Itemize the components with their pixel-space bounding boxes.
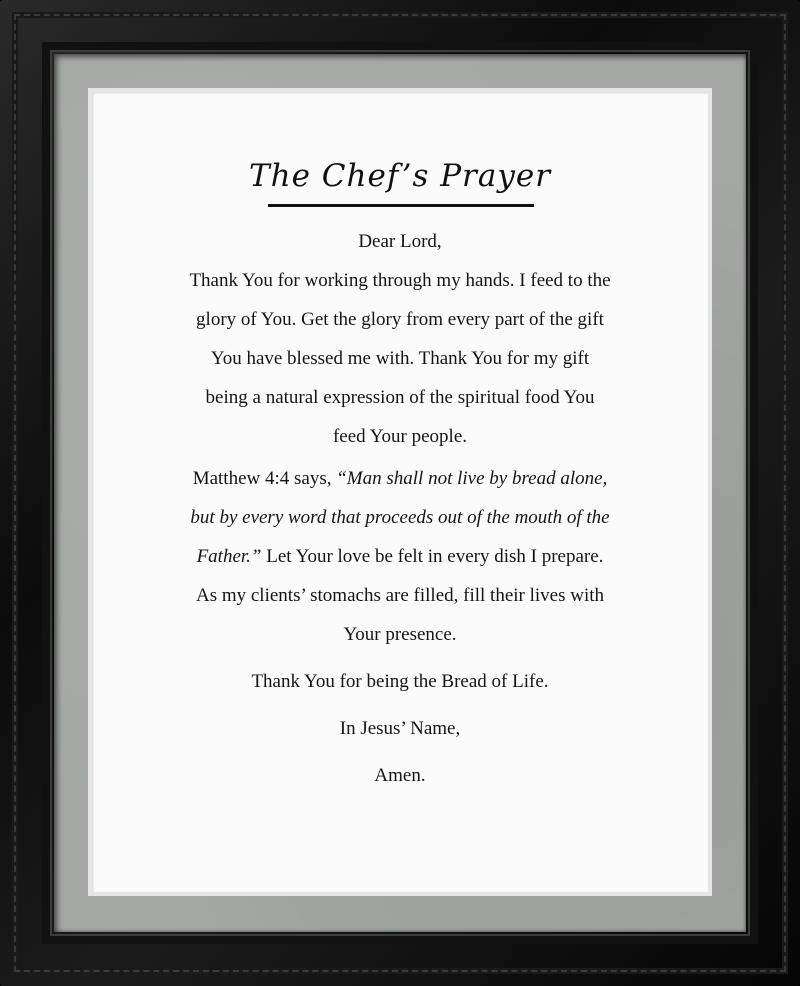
paragraph1-line: being a natural expression of the spiritual food You [205,387,595,408]
scripture-quote: “Man shall not live by bread alone, [336,468,608,489]
paragraph1-line: glory of You. Get the glory from every part of the gift [196,309,604,330]
paragraph1-line: You have blessed me with. Thank You for my gift [210,348,590,369]
title-underline [268,204,534,207]
scripture-line-3 [0,537,800,576]
paragraph1-line: Thank You for working through my hands. I feed to the [189,270,611,291]
paragraph2-line: As my clients’ stomachs are filled, fill their lives with [195,585,605,606]
sign-off: In Jesus’ Name, [339,718,461,739]
scripture-line-2: but by every word that proceeds out of the mouth of the [190,507,610,528]
scripture-reference: Matthew 4:4 says, [192,468,337,489]
prayer-text: Let Your love be felt in every dish I prepare. [261,546,604,567]
paragraph1-line: feed Your people. [332,426,468,447]
prayer-body [0,222,800,795]
closing-line: Thank You for being the Bread of Life. [251,671,549,692]
paragraph2-line: Your presence. [343,624,457,645]
salutation: Dear Lord, [358,231,442,252]
amen: Amen. [374,765,426,786]
scripture-line-1 [0,459,800,498]
scripture-quote-end: Father.” [196,546,262,567]
prayer-title: The Chef’s Prayer [248,158,552,194]
